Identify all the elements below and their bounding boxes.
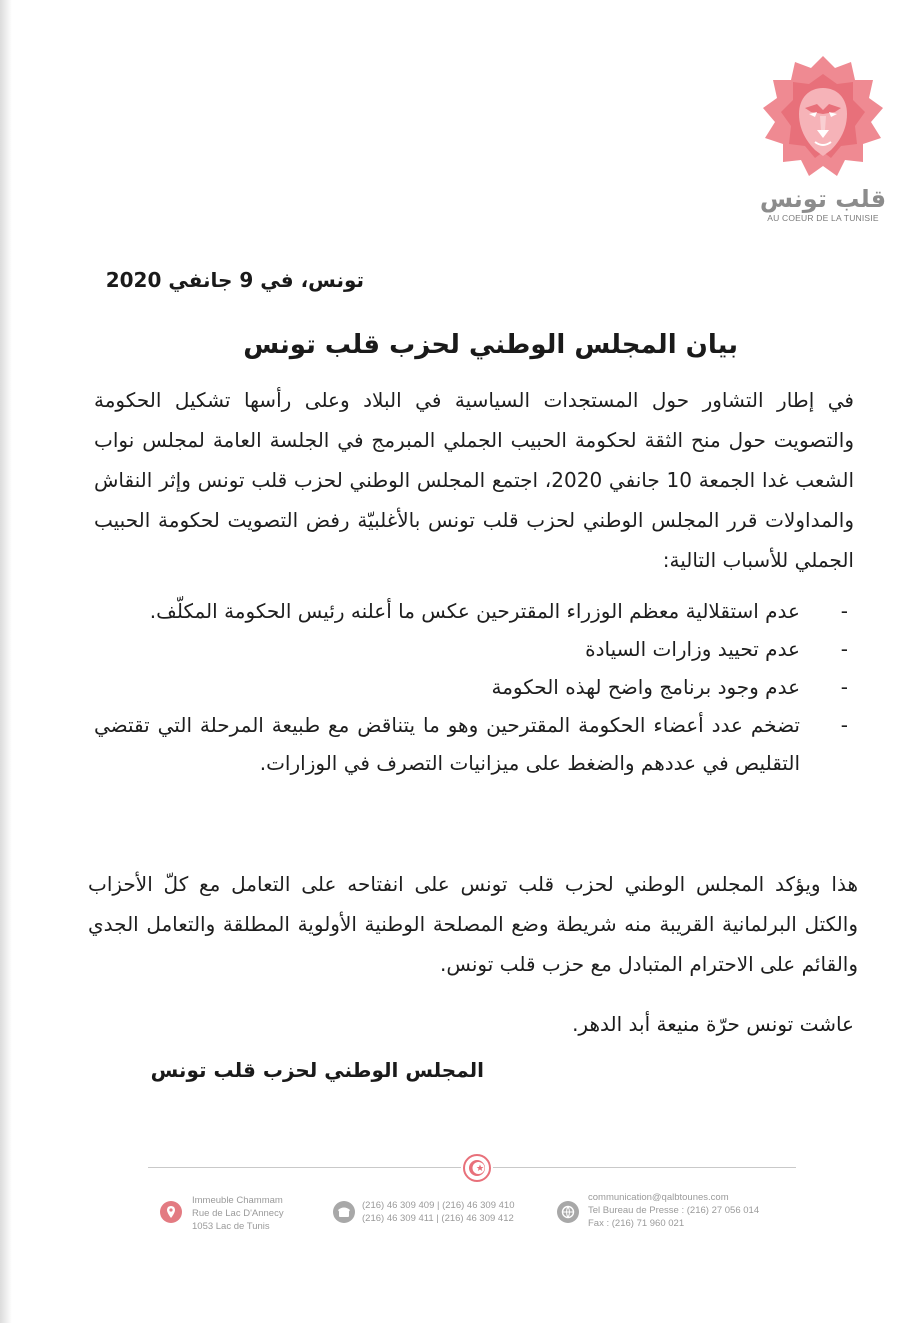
closing-line: عاشت تونس حرّة منيعة أبد الدهر. [572, 1012, 854, 1036]
page-title: بيان المجلس الوطني لحزب قلب تونس [243, 330, 738, 360]
footer-address: Immeuble Chammam Rue de Lac D'Annecy 1053 Lac de Tunis [192, 1195, 284, 1232]
list-item [94, 706, 854, 782]
logo-tagline: AU COEUR DE LA TUNISIE [767, 213, 879, 223]
list-item [94, 630, 854, 668]
email-link[interactable]: communication@qalbtounes.com [588, 1192, 729, 1203]
reason-text: عدم استقلالية معظم الوزراء المقترحين عكس ما أعلنه رئيس الحكومة المكلّف. [149, 599, 800, 623]
list-item [94, 592, 854, 630]
reason-text: عدم وجود برنامج واضح لهذه الحكومة [491, 675, 800, 699]
signature: المجلس الوطني لحزب قلب تونس [150, 1058, 484, 1082]
globe-icon [557, 1201, 579, 1223]
flag-emblem-icon [461, 1152, 493, 1184]
reasons-list [94, 592, 854, 782]
reason-text: تضخم عدد أعضاء الحكومة المقترحين وهو ما يتناقض مع طبيعة المرحلة التي تقتضي التقليص في عددهم والضغط على ميزانيات التصرف في الوزارات. [94, 713, 800, 775]
bullet-dash: - [840, 599, 848, 623]
date-line: تونس، في 9 جانفي 2020 [105, 268, 364, 292]
reason-text: عدم تحييد وزارات السيادة [585, 637, 800, 661]
lion-head-icon [757, 52, 889, 184]
bullet-dash: - [840, 637, 848, 661]
intro-paragraph: في إطار التشاور حول المستجدات السياسية في البلاد وعلى رأسها تشكيل الحكومة والتصويت حول منح الثقة لحكومة الحبيب الجملي المبرمج في الجلسة العامة لمجلس نواب الشعب غدا الجمعة 10 جانفي 2020، اجتمع المجلس الوطني لحزب قلب تونس وإثر النقاش والمداولات قرر المجلس الوطني لحزب قلب تونس بالأغلبيّة رفض التصويت لحكومة الحبيب الجملي للأسباب التالية: [94, 388, 854, 572]
confirmation-paragraph: هذا ويؤكد المجلس الوطني لحزب قلب تونس على انفتاحه على التعامل مع كلّ الأحزاب والكتل البرلمانية القريبة منه شريطة وضع المصلحة الوطنية الأولوية المطلقة والتعامل الجدي والقائم على الاحترام المتبادل مع حزب قلب تونس. [88, 872, 858, 976]
bullet-dash: - [840, 675, 848, 699]
location-pin-icon [160, 1201, 182, 1223]
scan-shadow [0, 0, 12, 1323]
footer-contact: communication@qalbtounes.com Tel Bureau de Presse : (216) 27 056 014 Fax : (216) 71 960 021 [588, 1192, 760, 1229]
phone-icon [333, 1201, 355, 1223]
list-item [94, 668, 854, 706]
bullet-dash: - [840, 713, 848, 737]
logo-wordmark: قلب تونس [759, 185, 887, 213]
footer-phones: (216) 46 309 409 | (216) 46 309 410 (216) 46 309 411 | (216) 46 309 412 [362, 1200, 515, 1224]
party-logo [748, 52, 898, 242]
